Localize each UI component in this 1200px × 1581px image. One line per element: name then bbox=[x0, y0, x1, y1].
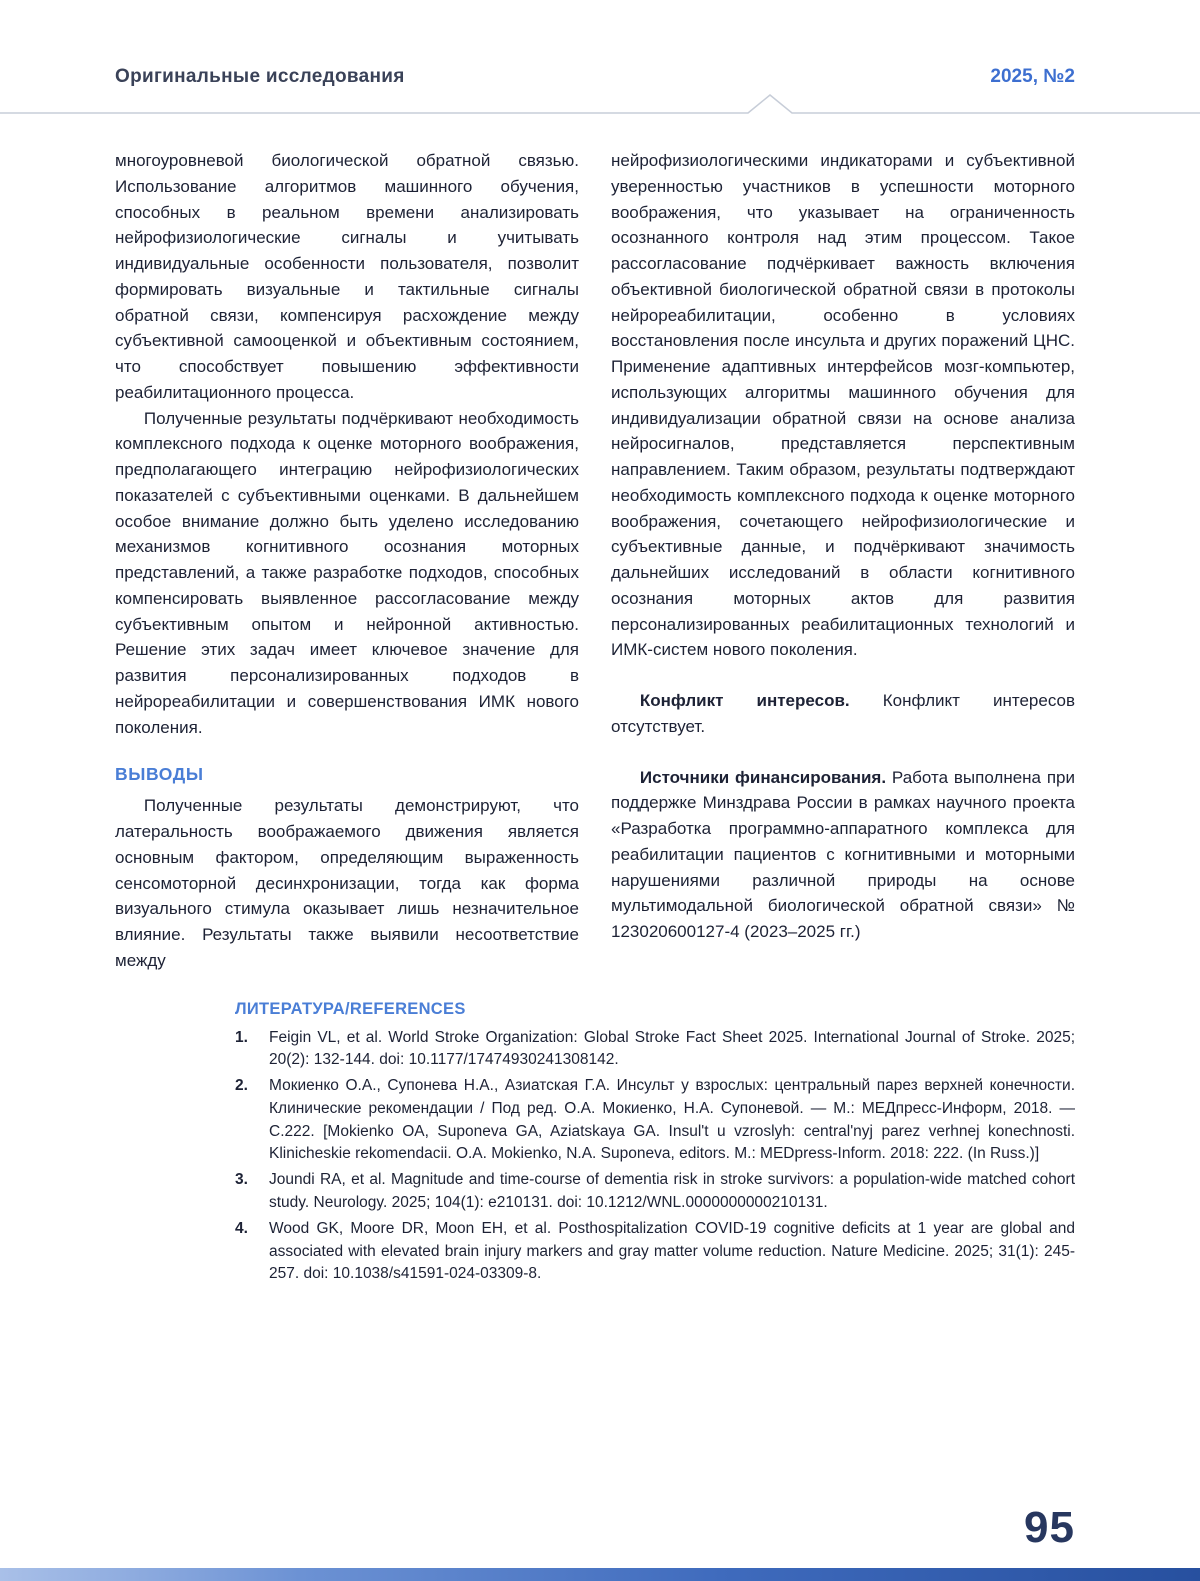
article-content bbox=[115, 148, 1075, 1289]
body-paragraph: нейрофизиологическими индикаторами и субъективной уверенностью участников в успешности моторного воображения, что указывает на ограниченность осознанного контроля над этим процессом. Такое рассогласование подчёркивает важность включения объективной биологической обратной связи в протоколы нейрореабилитации, особенно в условиях восстановления после инсульта и других поражений ЦНС. Применение адаптивных интерфейсов мозг-компьютер, использующих алгоритмы машинного обучения для индивидуализации обратной связи на основе анализа нейросигналов, представляется перспективным направлением. Таким образом, результаты подтверждают необходимость комплексного подхода к оценке моторного воображения, сочетающего нейрофизиологические и субъективные данные, и подчёркивают значимость дальнейших исследований в области когнитивного осознания моторных актов для развития персонализированных реабилитационных технологий и ИМК-систем нового поколения. bbox=[611, 151, 1075, 660]
body-paragraph: Полученные результаты демонстрируют, что латеральность воображаемого движения является основным фактором, определяющим выраженность сенсомоторной десинхронизации, тогда как форма визуального стимула оказывает лишь незначительное влияние. Результаты также выявили несоответствие между bbox=[115, 796, 579, 970]
reference-number: 3. bbox=[235, 1171, 248, 1189]
page-number: 95 bbox=[1024, 1503, 1075, 1552]
funding-lead: Источники финансирования. bbox=[639, 767, 887, 787]
page-header bbox=[115, 66, 1075, 88]
reference-text: Feigin VL, et al. World Stroke Organization: Global Stroke Fact Sheet 2025. International Journal of Stroke. 2025; 20(2): 132-144. doi: 10.1177/17474930241308142. bbox=[269, 1028, 1075, 1069]
conflict-of-interest-paragraph bbox=[611, 688, 1075, 740]
bottom-accent-bar bbox=[0, 1568, 1200, 1581]
references-section bbox=[235, 1000, 1075, 1287]
reference-text: Wood GK, Moore DR, Moon EH, et al. Posthospitalization COVID-19 cognitive deficits at 1 year are global and associated with elevated brain injury markers and gray matter volume reduction. Nature Medicine. 2025; 31(1): 245-257. doi: 10.1038/s41591-024-03309-8. bbox=[269, 1219, 1075, 1283]
reference-number: 1. bbox=[235, 1028, 248, 1046]
header-rule bbox=[0, 92, 1200, 118]
right-column bbox=[611, 148, 1075, 974]
body-paragraph: Полученные результаты подчёркивают необходимость комплексного подхода к оценке моторного воображения, предполагающего интеграцию нейрофизиологических показателей с субъективными оценками. В дальнейшем особое внимание должно быть уделено исследованию механизмов когнитивного осознания моторных представлений, а также разработке подходов, способных компенсировать выявленное рассогласование между субъективным опытом и нейронной активностью. Решение этих задач имеет ключевое значение для развития персонализированных подходов в нейрореабилитации и совершенствования ИМК нового поколения. bbox=[115, 408, 579, 737]
left-column bbox=[115, 148, 579, 974]
reference-item bbox=[235, 1169, 1075, 1215]
reference-text: Мокиенко О.А., Супонева Н.А., Азиатская Г.А. Инсульт у взрослых: центральный парез верхней конечности. Клинические рекомендации / Под ред. О.А. Мокиенко, Н.А. Супоневой. — М.: МЕДпресс-Информ, 2018. — С.222. [Mokienko OA, Suponeva GA, Aziatskaya GA. Insul't u vzroslyh: central'nyj parez verhnej konechnosti. Klinicheskie rekomendacii. O.A. Mokienko, N.A. Suponeva, editors. М.: MEDpress-Inform. 2018: 222. (In Russ.)] bbox=[269, 1077, 1075, 1163]
funding-text: Работа выполнена при поддержке Минздрава России в рамках научного проекта «Разработка программно-аппаратного комплекса для реабилитации пациентов с когнитивными и моторными нарушениями различной природы на основе мультимодальной биологической обратной связи» № 123020600127-4 (2023–2025 гг.) bbox=[611, 767, 1076, 941]
reference-number: 4. bbox=[235, 1219, 248, 1237]
two-column-text bbox=[115, 148, 1075, 974]
section-title: Оригинальные исследования bbox=[115, 66, 405, 87]
body-paragraph: многоуровневой биологической обратной связью. Использование алгоритмов машинного обучения, способных в реальном времени анализировать нейрофизиологические сигналы и учитывать индивидуальные особенности пользователя, позволит формировать визуальные и тактильные сигналы обратной связи, компенсируя расхождение между субъективной самооценкой и объективным состоянием, что способствует повышению эффективности реабилитационного процесса. bbox=[115, 151, 579, 402]
reference-item bbox=[235, 1218, 1075, 1286]
reference-item bbox=[235, 1027, 1075, 1073]
issue-label: 2025, №2 bbox=[990, 66, 1075, 87]
reference-item bbox=[235, 1075, 1075, 1166]
reference-number: 2. bbox=[235, 1077, 248, 1095]
conflict-of-interest-text: Конфликт интересов отсутствует. bbox=[611, 691, 1075, 736]
conclusions-heading: ВЫВОДЫ bbox=[115, 764, 204, 785]
header-rule-line bbox=[0, 92, 1200, 118]
references-heading: ЛИТЕРАТУРА/REFERENCES bbox=[235, 999, 466, 1018]
conflict-of-interest-lead: Конфликт интересов. bbox=[639, 691, 850, 710]
reference-text: Joundi RA, et al. Magnitude and time-course of dementia risk in stroke survivors: a population-wide matched cohort study. Neurology. 2025; 104(1): e210131. doi: 10.1212/WNL.0000000000210131. bbox=[269, 1171, 1075, 1211]
funding-paragraph bbox=[611, 765, 1075, 945]
